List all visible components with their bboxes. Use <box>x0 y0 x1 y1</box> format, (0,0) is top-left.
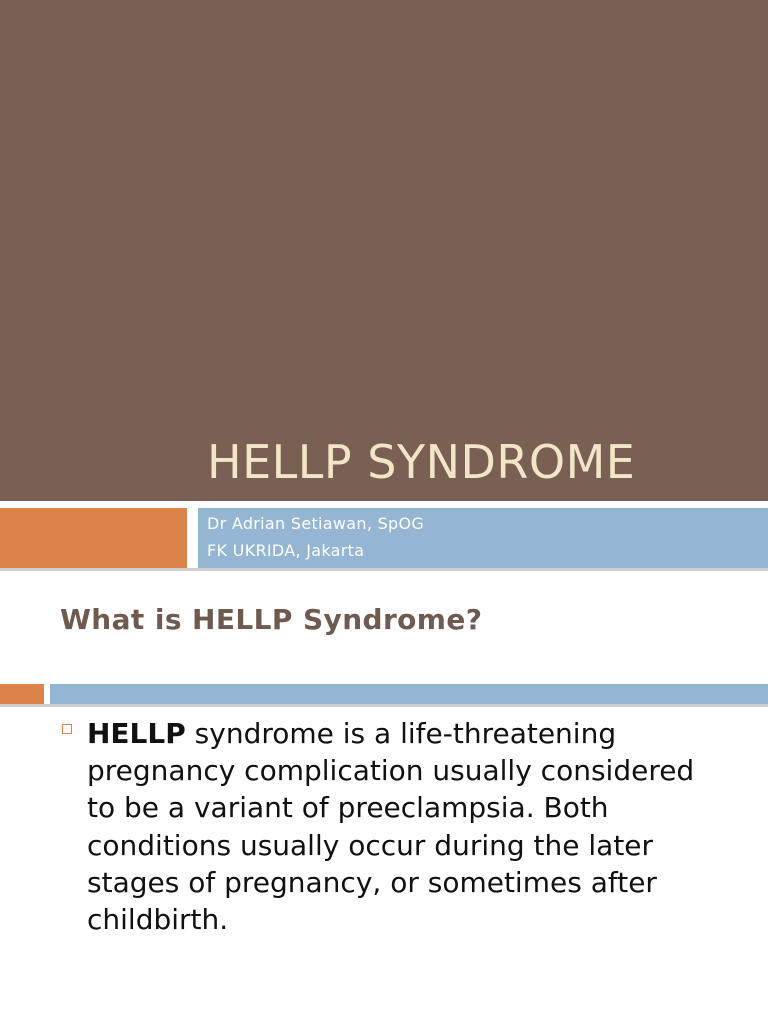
accent-bar-orange <box>0 508 187 568</box>
slide-title: HELLP SYNDROME <box>207 435 636 489</box>
hollow-square-bullet-icon <box>62 724 72 734</box>
bullet-paragraph <box>87 715 707 938</box>
bullet-bold-term: HELLP <box>87 717 186 750</box>
slide-heading: What is HELLP Syndrome? <box>60 603 483 636</box>
divider <box>0 704 768 707</box>
accent-bar-blue <box>50 684 768 704</box>
accent-bar-orange-small <box>0 684 44 704</box>
title-band <box>0 0 768 501</box>
author-affiliation: FK UKRIDA, Jakarta <box>207 541 365 560</box>
author-name: Dr Adrian Setiawan, SpOG <box>207 514 425 533</box>
divider <box>0 568 768 571</box>
bullet-text: syndrome is a life-threatening pregnancy complication usually considered to be a variant of preeclampsia. Both conditions usually occur during the later stages of pregnancy, or sometimes after childbirth. <box>87 717 695 937</box>
